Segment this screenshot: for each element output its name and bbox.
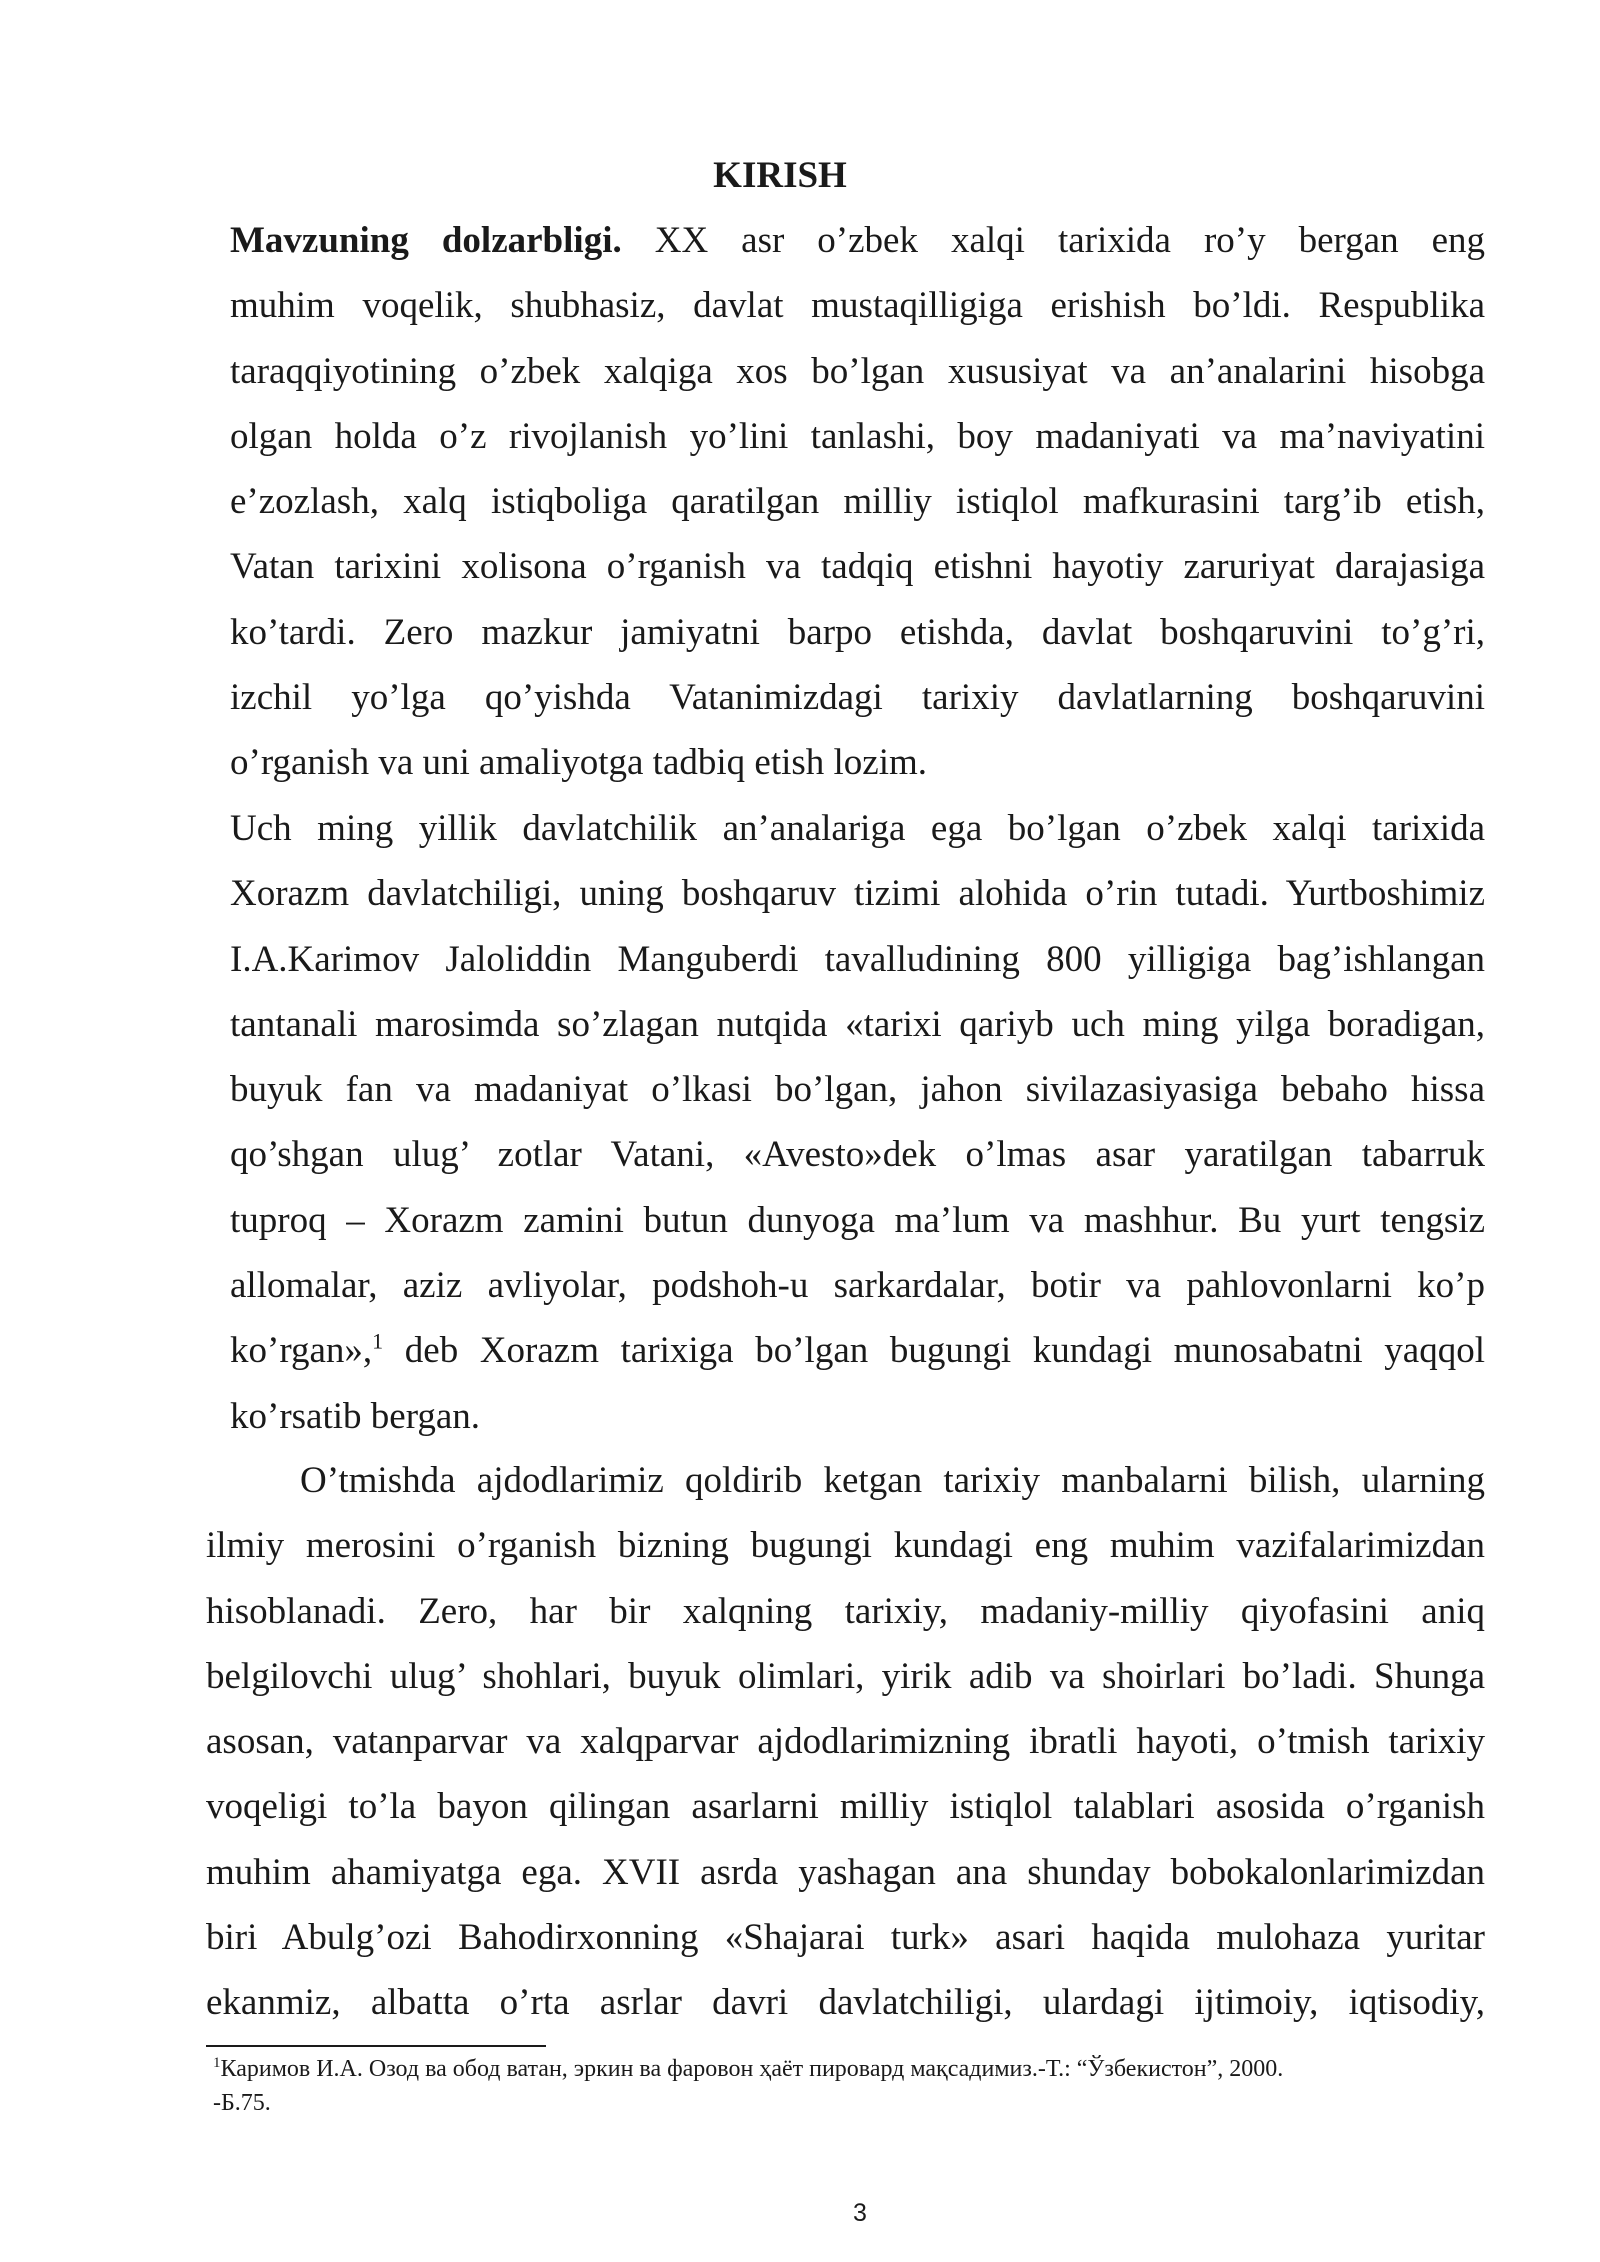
footnote-text-line: Каримов И.А. Озод ва обод ватан, эркин ва фаровон ҳаёт пировард мақсадимиз.-Т.: “Ўзбекистон”, 2000. [220,2056,1284,2082]
text-line: belgilovchi ulug’ shohlari, buyuk olimlari, yirik adib va shoirlari bo’ladi. Shunga [206,1655,1485,1697]
footnote-reference[interactable]: 1 [372,1329,384,1355]
text-line: ekanmiz, albatta o’rta asrlar davri davlatchiligi, ulardagi ijtimoiy, iqtisodiy, [206,1982,1485,2024]
footnote-text-line: -Б.75. [213,2090,271,2116]
paragraph-relevance [230,208,1485,796]
text-line: Xorazm davlatchiligi, uning boshqaruv tizimi alohida o’rin tutadi. Yurtboshimiz [230,873,1485,915]
text-line: muhim ahamiyatga ega. XVII asrda yashagan ana shunday bobokalonlarimizdan [206,1851,1485,1893]
text-line: izchil yo’lga qo’yishda Vatanimizdagi tarixiy davlatlarning boshqaruvini [230,677,1485,719]
text-line: asosan, vatanparvar va xalqparvar ajdodlarimizning ibratli hayoti, o’tmish tarixiy [206,1721,1485,1763]
footnote-separator [206,2045,546,2047]
text-line: o’rganish va uni amaliyotga tadbiq etish lozim. [230,742,928,784]
page-number: 3 [853,2199,867,2227]
text-line: olgan holda o’z rivojlanish yo’lini tanlashi, boy madaniyati va ma’naviyatini [230,415,1485,457]
text-line: ko’rgan»,$^1$ deb Xorazm tarixiga bo’lgan bugungi kundagi munosabatni yaqqol [230,1329,1485,1372]
text-line: ko’tardi. Zero mazkur jamiyatni barpo etishda, davlat boshqaruvini to’g’ri, [230,611,1485,653]
text-line: buyuk fan va madaniyat o’lkasi bo’lgan, jahon sivilazasiyasiga bebaho hissa [230,1069,1485,1111]
text-line: ilmiy merosini o’rganish bizning bugungi kundagi eng muhim vazifalarimizdan [206,1525,1485,1567]
text-line: qo’shgan ulug’ zotlar Vatani, «Avesto»dek o’lmas asar yaratilgan tabarruk [230,1134,1485,1176]
text-line: e’zozlash, xalq istiqboliga qaratilgan milliy istiqlol mafkurasini targ’ib etish, [230,481,1485,523]
text-line: ko’rsatib bergan. [230,1395,481,1437]
page-title: KIRISH [713,155,847,196]
text-line: O’tmishda ajdodlarimiz qoldirib ketgan tarixiy manbalarni bilish, ularning [300,1460,1485,1501]
text-line: allomalar, aziz avliyolar, podshoh-u sarkardalar, botir va pahlovonlarni ko’p [230,1265,1485,1307]
footnote-mark: 1 [213,2055,221,2071]
text-line: taraqqiyotining o’zbek xalqiga xos bo’lgan xususiyat va an’analarini hisobga [230,350,1485,392]
footnote [213,2052,1503,2120]
paragraph-khorezm [230,796,1485,1449]
paragraph-sources [206,1448,1485,2036]
section-heading: Mavzuning dolzarbligi. [230,220,622,261]
text-line: voqeligi to’la bayon qilingan asarlarni milliy istiqlol talablari asosida o’rganish [206,1786,1485,1828]
text-line: tuproq – Xorazm zamini butun dunyoga ma’lum va mashhur. Bu yurt tengsiz [230,1199,1485,1241]
text-line: biri Abulg’ozi Bahodirxonning «Shajarai turk» asari haqida mulohaza yuritar [206,1917,1485,1959]
text-line: hisoblanadi. Zero, har bir xalqning tarixiy, madaniy-milliy qiyofasini aniq [206,1590,1485,1632]
text-line: Mavzuning dolzarbligi. XX asr o’zbek xalqi tarixida ro’y bergan eng [230,220,1485,261]
text-line: Uch ming yillik davlatchilik an’analariga ega bo’lgan o’zbek xalqi tarixida [230,808,1485,849]
text-line: tantanali marosimda so’zlagan nutqida «tarixi qariyb uch ming yilga boradigan, [230,1003,1485,1045]
text-line: muhim voqelik, shubhasiz, davlat mustaqilligiga erishish bo’ldi. Respublika [230,285,1485,327]
text-line: I.A.Karimov Jaloliddin Manguberdi tavalludining 800 yilligiga bag’ishlangan [230,938,1485,980]
text-line: Vatan tarixini xolisona o’rganish va tadqiq etishni hayotiy zaruriyat darajasiga [230,546,1485,588]
